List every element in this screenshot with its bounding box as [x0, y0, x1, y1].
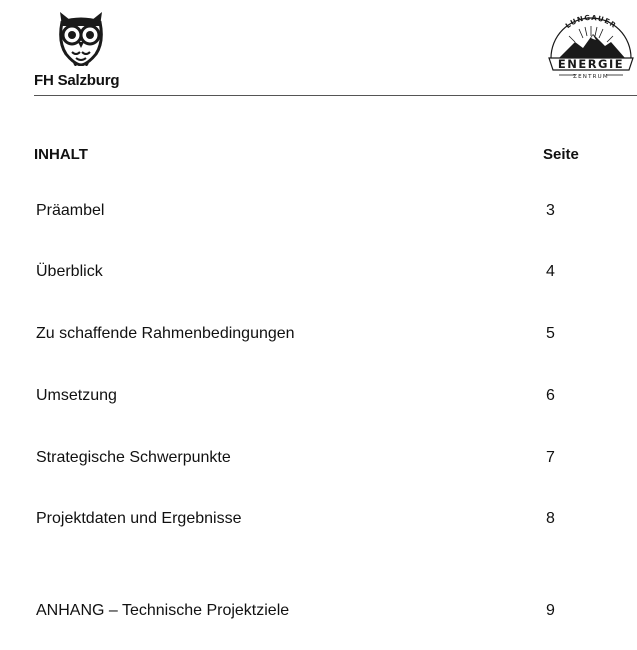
- logo-sub-text: ZENTRUM: [573, 74, 609, 80]
- toc-entry[interactable]: [34, 510, 594, 532]
- toc-entry-title: Umsetzung: [36, 387, 117, 404]
- toc-entry[interactable]: [34, 325, 594, 347]
- toc-heading: INHALT: [34, 146, 88, 163]
- toc-entry-page: 4: [546, 263, 555, 280]
- toc-appendix-page: 9: [546, 602, 555, 619]
- toc-entry-title: Zu schaffende Rahmenbedingungen: [36, 325, 295, 342]
- toc-entry[interactable]: [34, 387, 594, 409]
- mountain-logo-icon: [545, 8, 637, 88]
- toc-entry-title: Projektdaten und Ergebnisse: [36, 510, 242, 527]
- toc-entry-page: 6: [546, 387, 555, 404]
- toc-entry[interactable]: [34, 263, 594, 285]
- toc-appendix-title: ANHANG – Technische Projektziele: [36, 602, 290, 619]
- toc-entry[interactable]: [34, 202, 594, 224]
- logo-arc-text: LUNGAUER: [564, 13, 618, 31]
- institution-name: FH Salzburg: [34, 72, 120, 89]
- owl-icon: [54, 8, 108, 66]
- logo-main-text: ENERGIE: [557, 57, 625, 71]
- toc-entry-title: Präambel: [36, 202, 105, 219]
- page-column-label: Seite: [543, 146, 579, 163]
- toc-entry-page: 7: [546, 449, 555, 466]
- energie-zentrum-logo: [545, 8, 637, 88]
- toc-entry[interactable]: [34, 449, 594, 471]
- toc-entry-title: Überblick: [36, 263, 103, 280]
- header-divider: [34, 95, 637, 96]
- toc-entry-title: Strategische Schwerpunkte: [36, 449, 231, 466]
- fh-salzburg-logo: [34, 8, 144, 88]
- toc-entry-page: 5: [546, 325, 555, 342]
- toc-entry-page: 8: [546, 510, 555, 527]
- toc-appendix-entry[interactable]: [34, 602, 594, 624]
- toc-entry-page: 3: [546, 202, 555, 219]
